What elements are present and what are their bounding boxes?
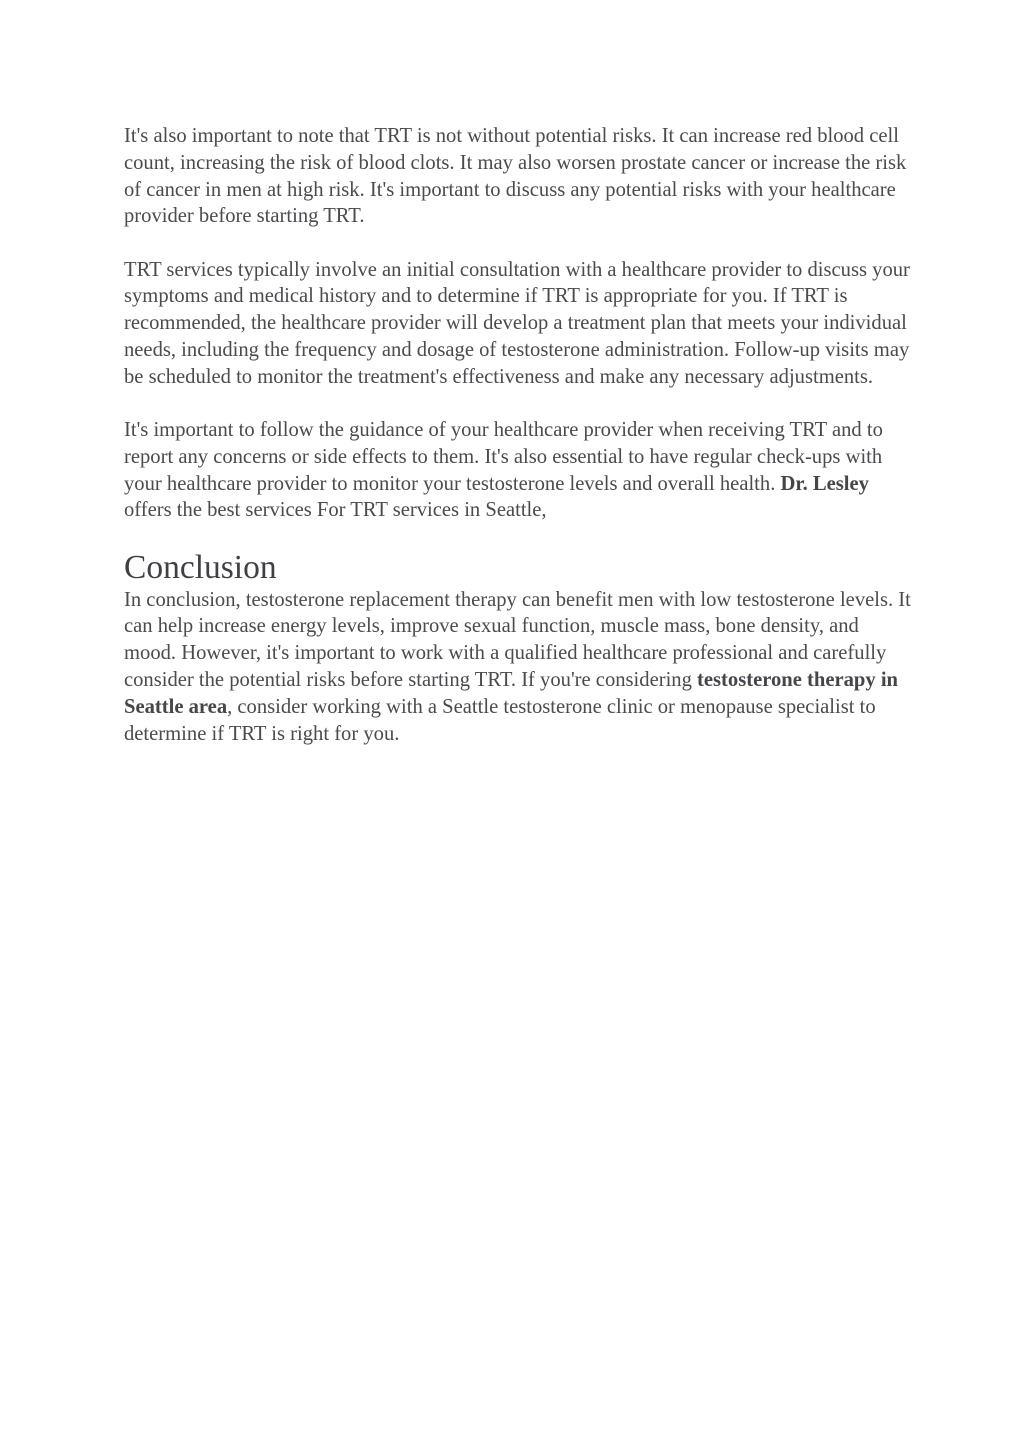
therapy-keyword: testosterone therapy in Seattle area <box>124 668 898 718</box>
paragraph-guidance-text: It's important to follow the guidance of your healthcare provider when receiving TRT and to report any concerns or side effects to them. It's also essential to have regular check-ups with your healthcare provider to monitor your testosterone levels and overall health. <box>124 418 883 495</box>
paragraph-guidance-end: offers the best services For TRT services in Seattle, <box>124 499 547 522</box>
paragraph-conclusion-text: In conclusion, testosterone replacement therapy can benefit men with low testosterone levels. It can help increase energy levels, improve sexual function, muscle mass, bone density, and mood. However, it's important to work with a qualified healthcare professional and carefully consider the potential risks before starting TRT. If you're considering <box>124 588 911 691</box>
paragraph-conclusion <box>124 587 914 748</box>
paragraph-guidance <box>124 417 914 524</box>
paragraph-conclusion-end: , consider working with a Seattle testosterone clinic or menopause specialist to determine if TRT is right for you. <box>124 695 876 745</box>
paragraph-risks: It's also important to note that TRT is not without potential risks. It can increase red blood cell count, increasing the risk of blood clots. It may also worsen prostate cancer or increase the risk of cancer in men at high risk. It's important to discuss any potential risks with your healthcare provider before starting TRT. <box>124 125 907 228</box>
conclusion-heading: Conclusion <box>124 548 277 586</box>
paragraph-trt-services: TRT services typically involve an initial consultation with a healthcare provider to discuss your symptoms and medical history and to determine if TRT is appropriate for you. If TRT is recommended, the healthcare provider will develop a treatment plan that meets your individual needs, including the frequency and dosage of testosterone administration. Follow-up visits may be scheduled to monitor the treatment's effectiveness and make any necessary adjustments. <box>124 258 910 388</box>
document-body <box>124 123 914 747</box>
provider-name: Dr. Lesley <box>780 472 869 495</box>
